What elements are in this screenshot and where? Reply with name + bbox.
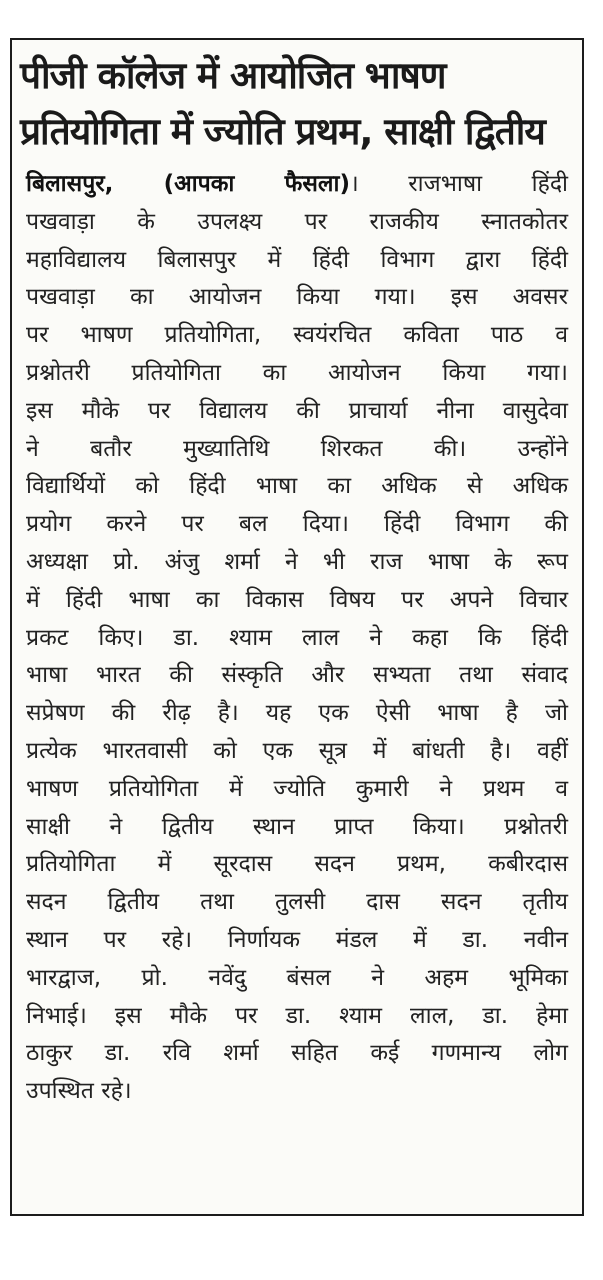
article-line: सदन द्वितीय तथा तुलसी दास सदन तृतीय — [26, 889, 568, 916]
headline — [12, 40, 582, 160]
article-line: भाषा भारत की संस्कृति और सभ्यता तथा संवाद — [26, 662, 568, 689]
article-line: भाषण प्रतियोगिता में ज्योति कुमारी ने प्रथम व — [26, 775, 568, 802]
article-line: स्थान पर रहे। निर्णायक मंडल में डा. नवीन — [26, 926, 568, 953]
article-line: विद्यार्थियों को हिंदी भाषा का अधिक से अधिक — [26, 473, 568, 500]
article-line: इस मौके पर विद्यालय की प्राचार्या नीना वासुदेवा — [26, 397, 568, 424]
dateline: बिलासपुर, (आपका फैसला) — [26, 171, 350, 197]
article-line-last: उपस्थित रहे। — [26, 1078, 132, 1105]
article-line-1 — [26, 166, 568, 204]
article-line: प्रकट किए। डा. श्याम लाल ने कहा कि हिंदी — [26, 624, 568, 651]
article-line: प्रश्नोतरी प्रतियोगिता का आयोजन किया गया। — [26, 359, 568, 386]
article-line: ने बतौर मुख्यातिथि शिरकत की। उन्होंने — [26, 435, 568, 462]
article-line: में हिंदी भाषा का विकास विषय पर अपने विचार — [26, 586, 568, 613]
article-line: प्रत्येक भारतवासी को एक सूत्र में बांधती है। वहीं — [26, 737, 568, 764]
article-line: प्रतियोगिता में सूरदास सदन प्रथम, कबीरदास — [26, 851, 568, 878]
article-line: पर भाषण प्रतियोगिता, स्वयंरचित कविता पाठ व — [26, 322, 568, 349]
article-line: प्रयोग करने पर बल दिया। हिंदी विभाग की — [26, 511, 568, 538]
headline-line-1: पीजी कॉलेज में आयोजित भाषण — [20, 54, 446, 97]
headline-line-2: प्रतियोगिता में ज्योति प्रथम, साक्षी द्वितीय — [20, 110, 545, 153]
article-line-1-text: । राजभाषा हिंदी — [349, 171, 568, 197]
newspaper-clipping — [10, 38, 584, 1216]
article-line: निभाई। इस मौके पर डा. श्याम लाल, डा. हेमा — [26, 1002, 568, 1029]
article-line: अध्यक्षा प्रो. अंजु शर्मा ने भी राज भाषा के रूप — [26, 548, 568, 575]
article-line: साक्षी ने द्वितीय स्थान प्राप्त किया। प्रश्नोतरी — [26, 813, 568, 840]
article-line: सप्रेषण की रीढ़ है। यह एक ऐसी भाषा है जो — [26, 700, 568, 727]
article-line: महाविद्यालय बिलासपुर में हिंदी विभाग द्वारा हिंदी — [26, 246, 568, 273]
article-line: पखवाड़ा का आयोजन किया गया। इस अवसर — [26, 284, 568, 311]
article-body — [12, 160, 582, 1111]
article-line: ठाकुर डा. रवि शर्मा सहित कई गणमान्य लोग — [26, 1040, 568, 1067]
article-line: भारद्वाज, प्रो. नवेंदु बंसल ने अहम भूमिका — [26, 964, 568, 991]
article-line: पखवाड़ा के उपलक्ष्य पर राजकीय स्नातकोतर — [26, 208, 568, 235]
